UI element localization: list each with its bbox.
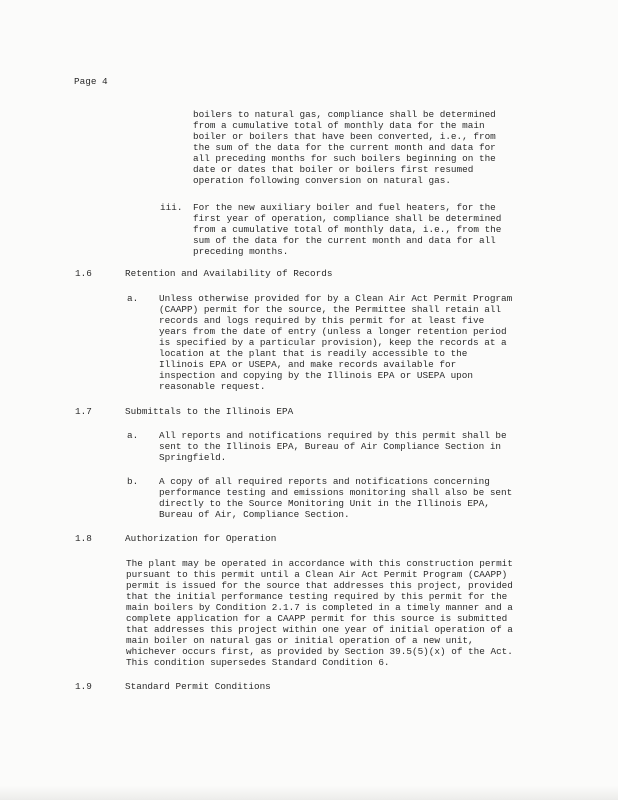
- page-number-label: Page 4: [74, 76, 108, 87]
- text-line: that addresses this project within one year of initial operation of a: [126, 624, 513, 635]
- section-1-6-title: Retention and Availability of Records: [125, 268, 333, 279]
- text-line: The plant may be operated in accordance with this construction permit: [126, 558, 513, 569]
- text-line: complete application for a CAAPP permit for this source is submitted: [126, 613, 508, 624]
- item-iii-paragraph: [193, 202, 501, 257]
- section-1-8-number: 1.8: [75, 533, 92, 544]
- text-line: preceding months.: [193, 246, 289, 257]
- section-1-7-item-a-marker: a.: [127, 430, 139, 441]
- text-line: main boilers by Condition 2.1.7 is completed in a timely manner and a: [126, 602, 513, 613]
- text-line: is specified by a particular provision), keep the records at a: [159, 337, 507, 348]
- section-1-7-number: 1.7: [75, 406, 92, 417]
- text-line: permit is issued for the source that addresses this project, provided: [126, 580, 513, 591]
- page-bottom-edge: [0, 786, 618, 800]
- section-1-6-number: 1.6: [75, 268, 92, 279]
- text-line: sent to the Illinois EPA, Bureau of Air Compliance Section in: [159, 441, 502, 452]
- text-line: directly to the Source Monitoring Unit in the Illinois EPA,: [159, 498, 490, 509]
- text-line: A copy of all required reports and notifications concerning: [159, 476, 490, 487]
- text-line: sum of the data for the current month and data for all: [193, 235, 496, 246]
- section-1-7-item-b-marker: b.: [127, 476, 139, 487]
- section-1-8-title: Authorization for Operation: [125, 533, 277, 544]
- text-line: Bureau of Air, Compliance Section.: [159, 509, 350, 520]
- section-1-8-paragraph: [126, 558, 513, 668]
- text-line: Springfield.: [159, 452, 227, 463]
- section-1-9-title: Standard Permit Conditions: [125, 681, 271, 692]
- text-line: years from the date of entry (unless a longer retention period: [159, 326, 507, 337]
- text-line: reasonable request.: [159, 381, 266, 392]
- text-line: all preceding months for such boilers beginning on the: [193, 153, 496, 164]
- section-1-7-item-b-paragraph: [159, 476, 512, 520]
- text-line: performance testing and emissions monitoring shall also be sent: [159, 487, 513, 498]
- text-line: the sum of the data for the current month and data for: [193, 142, 496, 153]
- section-1-7-title: Submittals to the Illinois EPA: [125, 406, 294, 417]
- text-line: that the initial performance testing required by this permit for the: [126, 591, 508, 602]
- text-line: (CAAPP) permit for the source, the Permittee shall retain all: [159, 304, 502, 315]
- section-1-6-item-a-marker: a.: [127, 293, 139, 304]
- text-line: whichever occurs first, as provided by Section 39.5(5)(x) of the Act.: [126, 646, 513, 657]
- text-line: This condition supersedes Standard Condition 6.: [126, 657, 390, 668]
- text-line: operation following conversion on natural gas.: [193, 175, 451, 186]
- text-line: main boiler on natural gas or initial operation of a new unit,: [126, 635, 474, 646]
- text-line: Unless otherwise provided for by a Clean Air Act Permit Program: [159, 293, 513, 304]
- text-line: from a cumulative total of monthly data, i.e., from the: [193, 224, 502, 235]
- continuation-paragraph: [193, 109, 496, 186]
- text-line: pursuant to this permit until a Clean Air Act Permit Program (CAAPP): [126, 569, 508, 580]
- text-line: For the new auxiliary boiler and fuel heaters, for the: [193, 202, 496, 213]
- section-1-7-item-a-paragraph: [159, 430, 507, 463]
- text-line: inspection and copying by the Illinois EPA or USEPA upon: [159, 370, 474, 381]
- text-line: from a cumulative total of monthly data for the main: [193, 120, 485, 131]
- text-line: date or dates that boiler or boilers first resumed: [193, 164, 474, 175]
- section-1-6-item-a-paragraph: [159, 293, 512, 392]
- item-iii-marker: iii.: [160, 202, 183, 213]
- text-line: All reports and notifications required by this permit shall be: [159, 430, 507, 441]
- section-1-9-number: 1.9: [75, 681, 92, 692]
- text-line: location at the plant that is readily accessible to the: [159, 348, 468, 359]
- text-line: boiler or boilers that have been converted, i.e., from: [193, 131, 496, 142]
- text-line: Illinois EPA or USEPA, and make records available for: [159, 359, 457, 370]
- text-line: boilers to natural gas, compliance shall be determined: [193, 109, 496, 120]
- text-line: records and logs required by this permit for at least five: [159, 315, 485, 326]
- text-line: first year of operation, compliance shall be determined: [193, 213, 502, 224]
